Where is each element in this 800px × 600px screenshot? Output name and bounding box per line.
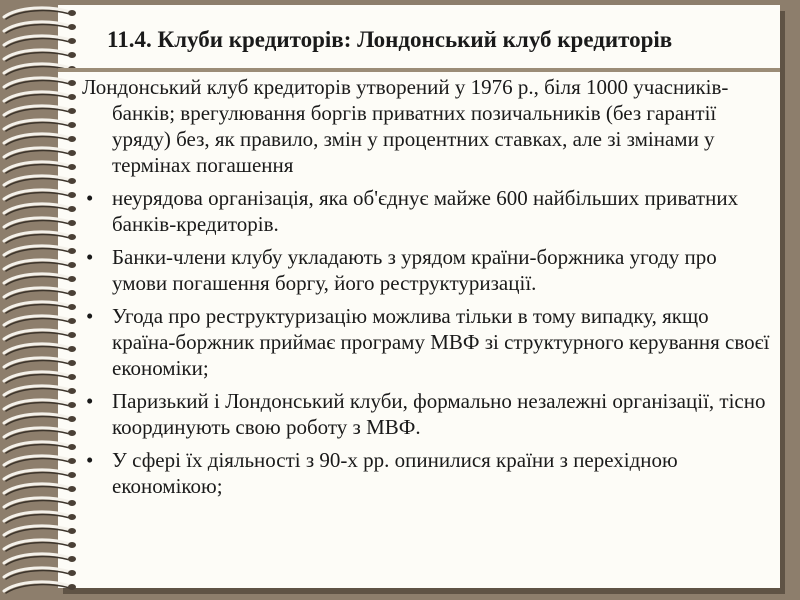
binding-hole — [68, 570, 76, 576]
list-item: • Угода про реструктуризацію можлива тільки в тому випадку, якщо країна-боржник приймає програму МВФ зі структурного керування своєї економіки; — [82, 303, 772, 381]
intro-paragraph: Лондонський клуб кредиторів утворений у 1976 р., біля 1000 учасників-банків; врегулювання боргів приватних позичальників (без гарантії уряду) без, як правило, змін у процентних ставках, але зі змінами у термінах погашення — [82, 75, 729, 177]
binding-hole — [68, 444, 76, 450]
binding-hole — [68, 220, 76, 226]
binding-hole — [68, 150, 76, 156]
binding-hole — [68, 52, 76, 58]
binding-hole — [68, 262, 76, 268]
binding-hole — [68, 234, 76, 240]
binding-hole — [68, 458, 76, 464]
binding-hole — [68, 318, 76, 324]
binding-hole — [68, 10, 76, 16]
binding-hole — [68, 402, 76, 408]
binding-hole — [68, 346, 76, 352]
binding-hole — [68, 304, 76, 310]
list-item: • У сфері їх діяльності з 90-х рр. опинилися країни з перехідною економікою; — [82, 447, 772, 499]
binding-hole — [68, 584, 76, 590]
binding-hole — [68, 542, 76, 548]
binding-hole — [68, 164, 76, 170]
binding-hole — [68, 360, 76, 366]
binding-hole — [68, 94, 76, 100]
title-divider — [58, 68, 780, 72]
binding-hole — [68, 290, 76, 296]
binding-hole — [68, 276, 76, 282]
binding-hole — [68, 192, 76, 198]
binding-hole — [68, 430, 76, 436]
slide-title: 11.4. Клуби кредиторів: Лондонський клуб кредиторів — [107, 27, 673, 52]
binding-hole — [68, 136, 76, 142]
binding-hole — [68, 80, 76, 86]
binding-hole — [68, 248, 76, 254]
list-item: • неурядова організація, яка об'єднує майже 600 найбільших приватних банків-кредиторів. — [82, 185, 772, 237]
binding-hole — [68, 556, 76, 562]
binding-hole — [68, 332, 76, 338]
binding-hole — [68, 24, 76, 30]
binding-hole — [68, 374, 76, 380]
binding-hole — [68, 472, 76, 478]
list-item: • Паризький і Лондонський клуби, формально незалежні організації, тісно координують свою роботу з МВФ. — [82, 388, 772, 440]
binding-hole — [68, 122, 76, 128]
binding-hole — [68, 38, 76, 44]
binding-hole — [68, 416, 76, 422]
binding-hole — [68, 178, 76, 184]
binding-hole — [68, 528, 76, 534]
binding-hole — [68, 206, 76, 212]
spiral-binding — [0, 0, 90, 600]
list-item: • Банки-члени клубу укладають з урядом країни-боржника угоду про умови погашення боргу, його реструктуризації. — [82, 244, 772, 296]
slide-content — [82, 74, 772, 506]
binding-hole — [68, 108, 76, 114]
binding-hole — [68, 500, 76, 506]
binding-hole — [68, 388, 76, 394]
binding-hole — [68, 486, 76, 492]
binding-hole — [68, 514, 76, 520]
